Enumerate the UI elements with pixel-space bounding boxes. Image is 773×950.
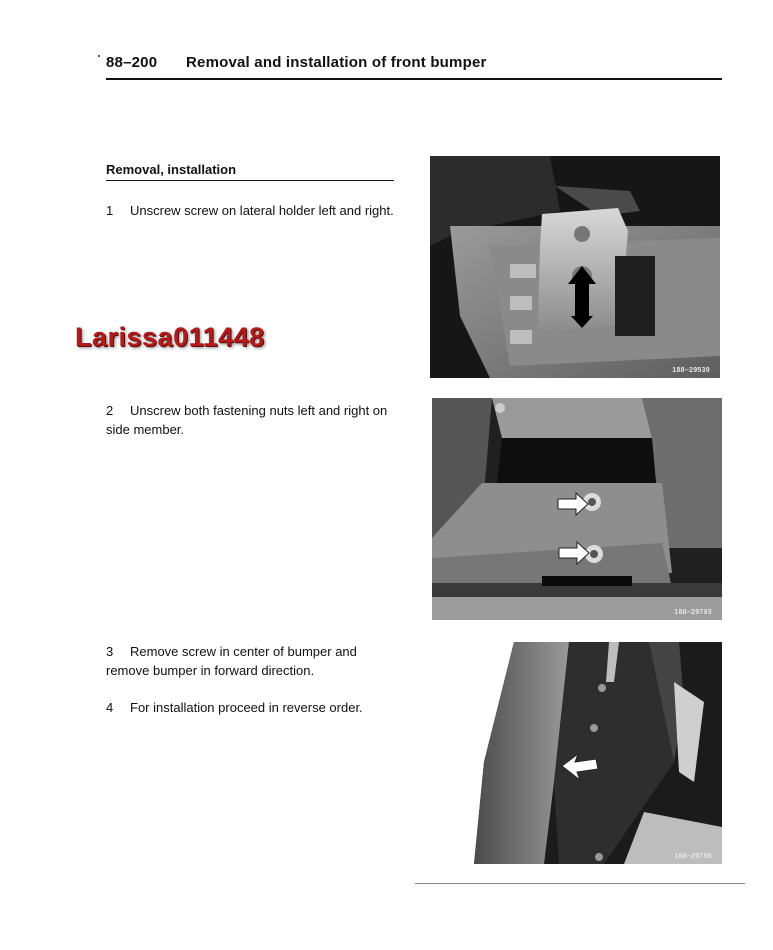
step-2	[106, 401, 402, 439]
page-header	[106, 54, 722, 76]
watermark: Larissa011448	[75, 322, 265, 352]
step-text: Unscrew screw on lateral holder left and right.	[130, 203, 394, 218]
step-text: For installation proceed in reverse order.	[130, 700, 363, 715]
figure-1-image	[430, 156, 720, 378]
figure-1-photo	[430, 156, 720, 378]
figure-2-label: 188–29793	[674, 609, 712, 616]
step-text: Remove screw in center of bumper and remove bumper in forward direction.	[106, 644, 357, 678]
margin-mark	[98, 55, 100, 57]
figure-2-image	[432, 398, 722, 620]
figure-2-photo	[432, 398, 722, 620]
step-number: 4	[106, 700, 114, 715]
step-1	[106, 201, 402, 220]
step-number: 1	[106, 203, 114, 218]
figure-3-label: 188–29795	[674, 853, 712, 860]
step-number: 2	[106, 403, 114, 418]
figure-3-photo	[474, 642, 722, 864]
step-4	[106, 698, 402, 717]
step-number: 3	[106, 644, 114, 659]
page-title: Removal and installation of front bumper	[186, 54, 487, 71]
section-rule	[106, 180, 394, 181]
step-3	[106, 642, 402, 680]
step-text: Unscrew both fastening nuts left and right on side member.	[106, 403, 388, 437]
header-rule	[106, 78, 722, 80]
figure-3-image	[474, 642, 722, 864]
section-title: Removal, installation	[106, 162, 237, 177]
page-number: 88–200	[106, 54, 158, 71]
bottom-rule	[415, 883, 745, 884]
figure-1-label: 188–29539	[672, 367, 710, 374]
